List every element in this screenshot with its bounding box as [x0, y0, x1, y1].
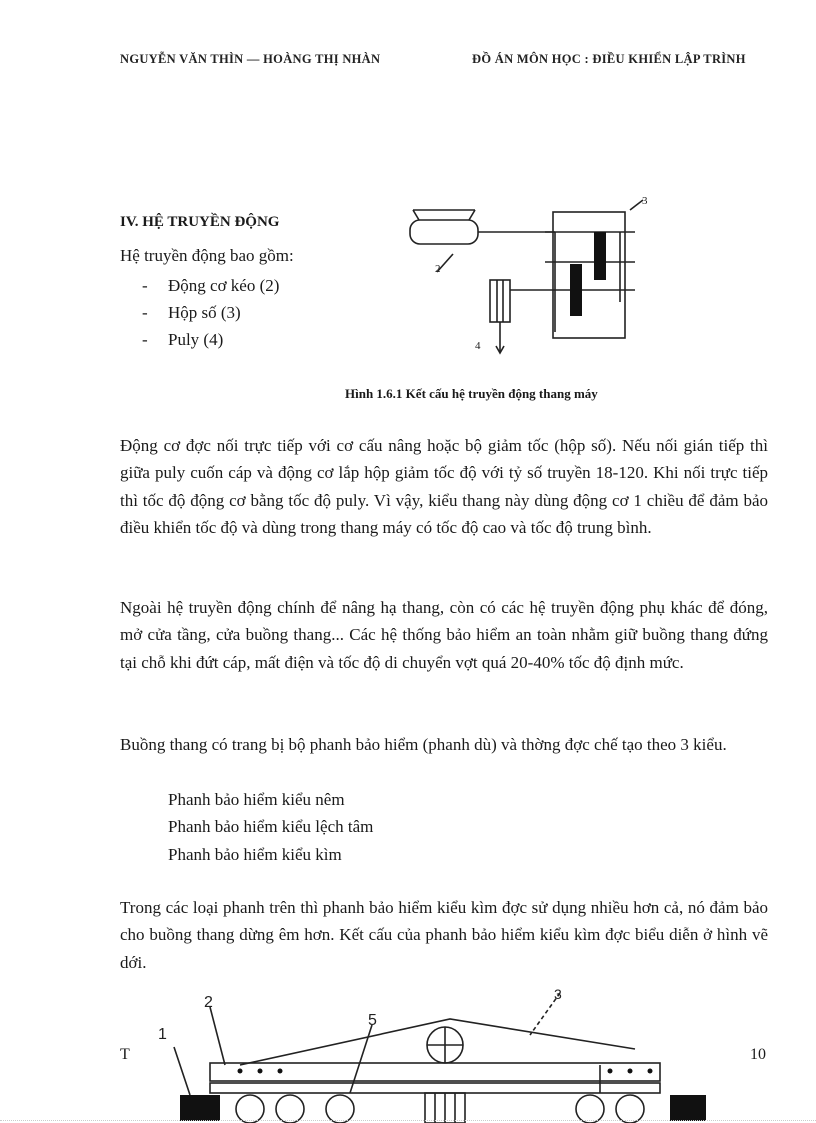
- label-gearbox: 3: [642, 195, 648, 207]
- gear-upper: [594, 232, 606, 280]
- list-item: Phanh bảo hiểm kiểu kìm: [168, 844, 342, 864]
- label-2: 2: [204, 994, 213, 1011]
- list-item: Phanh bảo hiểm kiểu nêm: [168, 790, 345, 809]
- label-3: 3: [554, 986, 562, 1002]
- drive-system-diagram: [405, 192, 665, 362]
- gear-lower: [570, 264, 582, 316]
- header-authors: NGUYỄN VĂN THÌN — HOÀNG THỊ NHÀN: [120, 52, 381, 66]
- pulley-shape: [490, 280, 510, 322]
- header-course-title: ĐỒ ÁN MÔN HỌC : ĐIỀU KHIỂN LẬP TRÌNH: [472, 52, 746, 66]
- list-item: - Hộp số (3): [142, 303, 241, 322]
- frame-bar: [210, 1063, 660, 1081]
- motor-shape: [410, 220, 478, 244]
- list-item: - Puly (4): [142, 330, 224, 349]
- label-pulley: 4: [475, 340, 481, 352]
- list-item: Phanh bảo hiểm kiểu lệch tâm: [168, 817, 374, 837]
- component-list: [142, 272, 279, 353]
- figure-caption: Hình 1.6.1 Kết cấu hệ truyền động thang máy: [345, 386, 598, 401]
- paragraph-3: Buồng thang có trang bị bộ phanh bảo hiểm (phanh dù) và thờng đợc chế tạo theo 3 kiểu.: [120, 735, 727, 754]
- label-motor: 2: [435, 263, 441, 275]
- paragraph-1: Động cơ đợc nối trực tiếp với cơ cấu nâng hoặc bộ giảm tốc (hộp số). Nếu nối gián tiếp thì giữa puly cuốn cáp và động cơ lắp hộp giảm tốc độ với tỷ số truyền 18-120. Khi nối trực tiếp thì tốc độ động cơ bằng tốc độ puly. Vì vậy, kiểu thang này dùng động cơ 1 chiều để đảm bảo điều khiển tốc độ và dùng trong thang máy có tốc độ cao và tốc độ trung bình.: [120, 436, 768, 537]
- paragraph-2: Ngoài hệ truyền động chính để nâng hạ thang, còn có các hệ truyền động phụ khác để đóng, mở cửa tầng, cửa buồng thang... Các hệ thống bảo hiểm an toàn nhằm giữ buồng thang đứng tại chỗ khi đứt cáp, mất điện và tốc độ di chuyển vợt quá 20-40% tốc độ định mức.: [120, 598, 768, 672]
- page-edge: [0, 1120, 816, 1121]
- safety-brake-diagram: [150, 985, 722, 1123]
- label-5: 5: [368, 1012, 377, 1029]
- footer-left: T: [120, 1046, 130, 1063]
- section-title: IV. HỆ TRUYỀN ĐỘNG: [120, 214, 280, 230]
- paragraph-4: Trong các loại phanh trên thì phanh bảo hiểm kiểu kìm đợc sử dụng nhiều hơn cả, nó đảm bảo cho buồng thang dừng êm hơn. Kết cấu của phanh bảo hiểm kiểu kìm đợc biểu diễn ở hình vẽ dới.: [120, 898, 768, 972]
- page-number: 10: [750, 1046, 766, 1063]
- label-1: 1: [158, 1026, 167, 1043]
- gearbox-shape: [553, 212, 625, 338]
- section-intro: Hệ truyền động bao gồm:: [120, 246, 294, 265]
- brake-type-list: [168, 786, 373, 868]
- list-item: - Động cơ kéo (2): [142, 276, 280, 295]
